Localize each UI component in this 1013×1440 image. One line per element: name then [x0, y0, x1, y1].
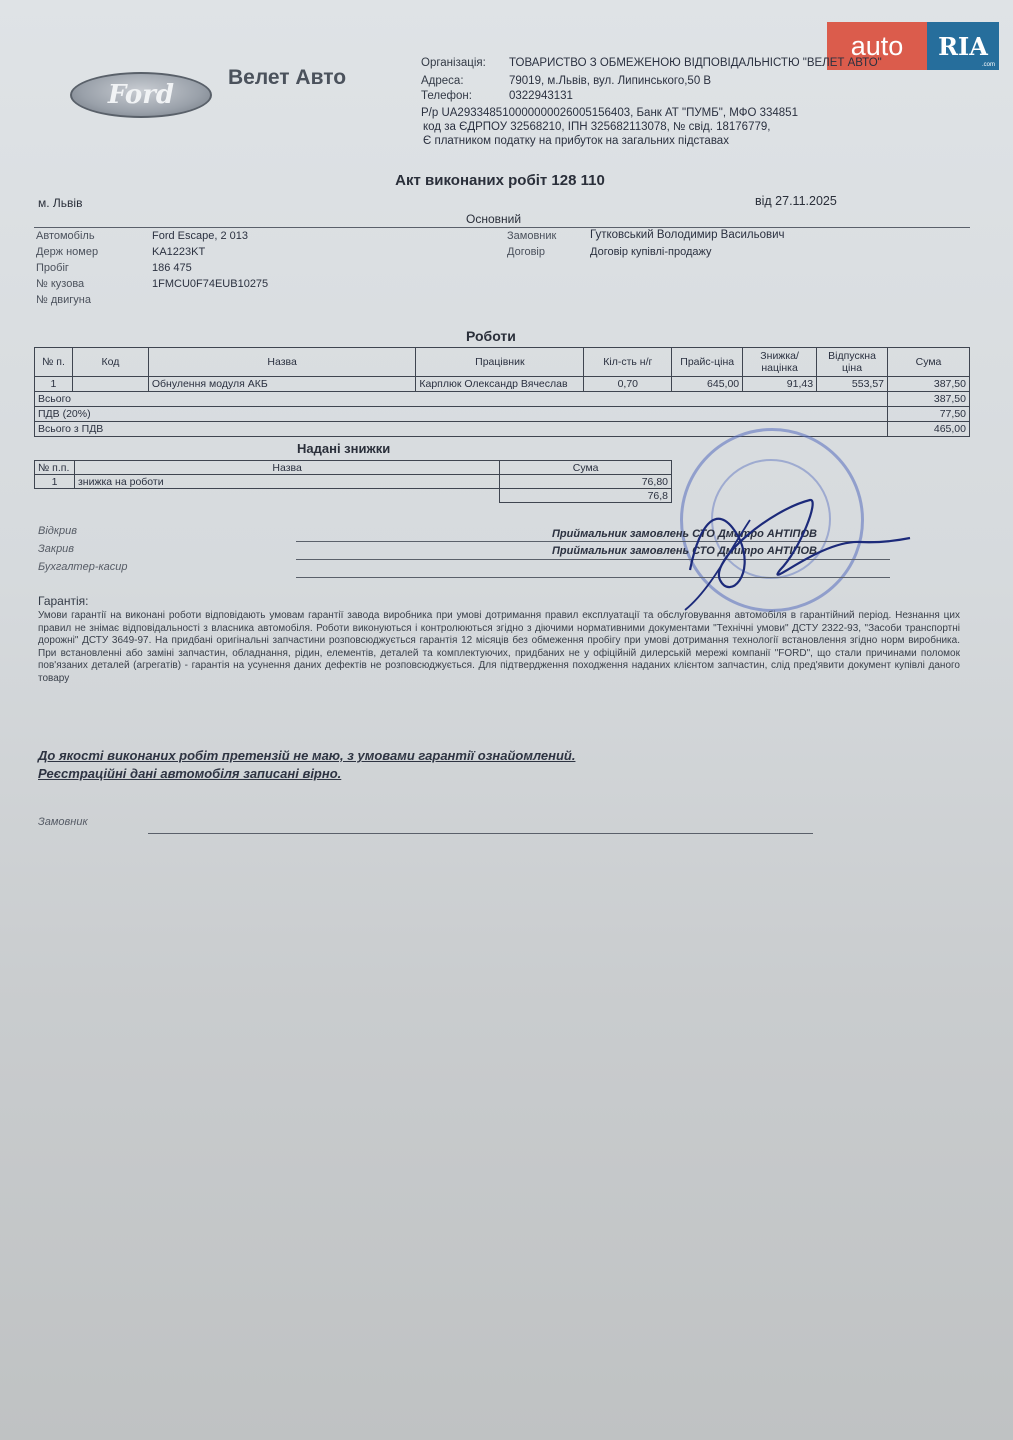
customer-sign-line: [148, 833, 813, 834]
org-value: ТОВАРИСТВО З ОБМЕЖЕНОЮ ВІДПОВІДАЛЬНІСТЮ "ВЕЛЕТ АВТО": [509, 57, 882, 69]
customer-sign-label: Замовник: [38, 816, 88, 828]
autoria-ria: [927, 22, 999, 70]
vat-label: ПДВ (20%): [35, 407, 888, 422]
grand-total-value: 465,00: [888, 422, 970, 437]
car-label: Автомобіль: [36, 230, 95, 242]
cell: 1: [35, 475, 75, 489]
autoria-domain: .com: [981, 62, 995, 68]
closed-label: Закрив: [38, 543, 75, 555]
col-header: Назва: [148, 348, 416, 377]
doc-title: Акт виконаних робіт 128 110: [395, 172, 605, 189]
cell: 91,43: [743, 377, 817, 392]
cell: 387,50: [888, 377, 970, 392]
guarantee-title: Гарантія:: [38, 594, 89, 608]
col-header: Сума: [500, 461, 672, 475]
org-label: Організація:: [421, 57, 486, 69]
doc-date: від 27.11.2025: [755, 194, 837, 208]
doc-section: Основний: [466, 212, 522, 226]
grand-total-label: Всього з ПДВ: [35, 422, 888, 437]
acceptance-line-1: До якості виконаних робіт претензій не маю, з умовами гарантії ознайомлений.: [38, 748, 576, 763]
receiver-name: Приймальник замовлень СТО Дмитро АНТІПОВ: [552, 528, 817, 540]
vat-row: [35, 407, 970, 422]
opened-label: Відкрив: [38, 525, 78, 537]
discount-total-row: [35, 489, 672, 503]
discounts-table: [34, 460, 672, 503]
plate-label: Держ номер: [36, 246, 99, 258]
table-row: [35, 475, 672, 489]
plate-value: KA1223KT: [152, 246, 206, 258]
vin-label: № кузова: [36, 278, 85, 290]
autoria-auto: auto: [827, 22, 927, 70]
cell: [72, 377, 148, 392]
blank-cell: [35, 489, 500, 503]
grand-total-row: [35, 422, 970, 437]
doc-city: м. Львів: [38, 196, 83, 210]
ford-logo: [70, 72, 212, 118]
vin-value: 1FMCU0F74EUB10275: [152, 278, 269, 290]
discounts-header-row: [35, 461, 672, 475]
contract-label: Договір: [507, 246, 545, 258]
col-header: Назва: [74, 461, 499, 475]
discount-total: 76,8: [500, 489, 672, 503]
works-table: [34, 347, 970, 437]
contract-value: Договір купівлі-продажу: [590, 246, 712, 258]
mileage-label: Пробіг: [36, 262, 69, 274]
customer-label: Замовник: [507, 230, 557, 242]
vat-value: 77,50: [888, 407, 970, 422]
customer-value: Гутковський Володимир Васильович: [590, 229, 785, 241]
col-header: Код: [72, 348, 148, 377]
col-header: Працівник: [416, 348, 584, 377]
engine-label: № двигуна: [36, 294, 91, 306]
mileage-value: 186 475: [152, 262, 192, 274]
works-title: Роботи: [466, 328, 516, 344]
cell: знижка на роботи: [74, 475, 499, 489]
col-header: Сума: [888, 348, 970, 377]
total-value: 387,50: [888, 392, 970, 407]
cashier-label: Бухгалтер-касир: [38, 561, 128, 573]
table-row: [35, 377, 970, 392]
col-header: № п.п.: [35, 461, 75, 475]
total-row: [35, 392, 970, 407]
col-header: № п.: [35, 348, 73, 377]
brand-name: Велет Авто: [228, 66, 347, 89]
receiver-name-2: Приймальник замовлень СТО Дмитро АНТІПОВ: [552, 545, 817, 557]
car-value: Ford Escape, 2 013: [152, 230, 249, 242]
tax-line: Є платником податку на прибуток на загальних підставах: [423, 135, 729, 147]
ford-logo-text: Ford: [107, 80, 175, 110]
cell: 553,57: [817, 377, 888, 392]
col-header: Прайс-ціна: [672, 348, 743, 377]
col-header: Відпускна ціна: [817, 348, 888, 377]
phone-value: 0322943131: [509, 90, 573, 102]
works-header-row: [35, 348, 970, 377]
acceptance-line-2: Реєстраційні дані автомобіля записані вірно.: [38, 766, 342, 781]
bank-line: Р/р UA293348510000000026005156403, Банк АТ "ПУМБ", МФО 334851: [421, 107, 798, 119]
col-header: Кіл-сть н/г: [584, 348, 672, 377]
address-label: Адреса:: [421, 75, 464, 87]
discounts-title: Надані знижки: [297, 441, 391, 456]
cell: Обнулення модуля АКБ: [148, 377, 416, 392]
address-value: 79019, м.Львів, вул. Липинського,50 В: [509, 75, 712, 87]
guarantee-text: Умови гарантії на виконані роботи відповідають умовам гарантії завода виробника при умові дотримання правил експлуатації та обслуговування автомобіля в гарантійний період. Незнання цих правил не знімає відповідальності з власника автомобіля. Роботи виконуються і контролюються згідно з діючими нормативними документами "Технічні умови" ДСТУ 2322-93, "Засоби транспортні дорожні" ДСТУ 3649-97. На придбані оригінальні запчастини розповсюджується гарантія 12 місяців без обмеження пробігу при умові дотримання технології встановлення згідно норм виробника. При встановленні або заміні запчастин, обладнання, рідин, елементів, деталей та комплектуючих, придбаних не у офіційній дилерській мережі компанії "FORD", що стали причинами поломок пов'язаних деталей (агрегатів) - гарантія на усунення даних дефектів не розповсюджується. Для підтвердження походження наданих клієнтом запчастин, слід пред'явити документ купівлі даного товару: [38, 610, 960, 684]
divider: [34, 227, 970, 228]
cell: Карплюк Олександр Вячеслав: [416, 377, 584, 392]
autoria-ria-text: RIA: [938, 31, 988, 61]
cell: 0,70: [584, 377, 672, 392]
handwritten-signature: [660, 480, 920, 620]
total-label: Всього: [35, 392, 888, 407]
cell: 76,80: [500, 475, 672, 489]
cell: 645,00: [672, 377, 743, 392]
cell: 1: [35, 377, 73, 392]
edrpou-line: код за ЄДРПОУ 32568210, ІПН 325682113078, № свід. 18176779,: [423, 121, 771, 133]
phone-label: Телефон:: [421, 90, 472, 102]
col-header: Знижка/ націнка: [743, 348, 817, 377]
